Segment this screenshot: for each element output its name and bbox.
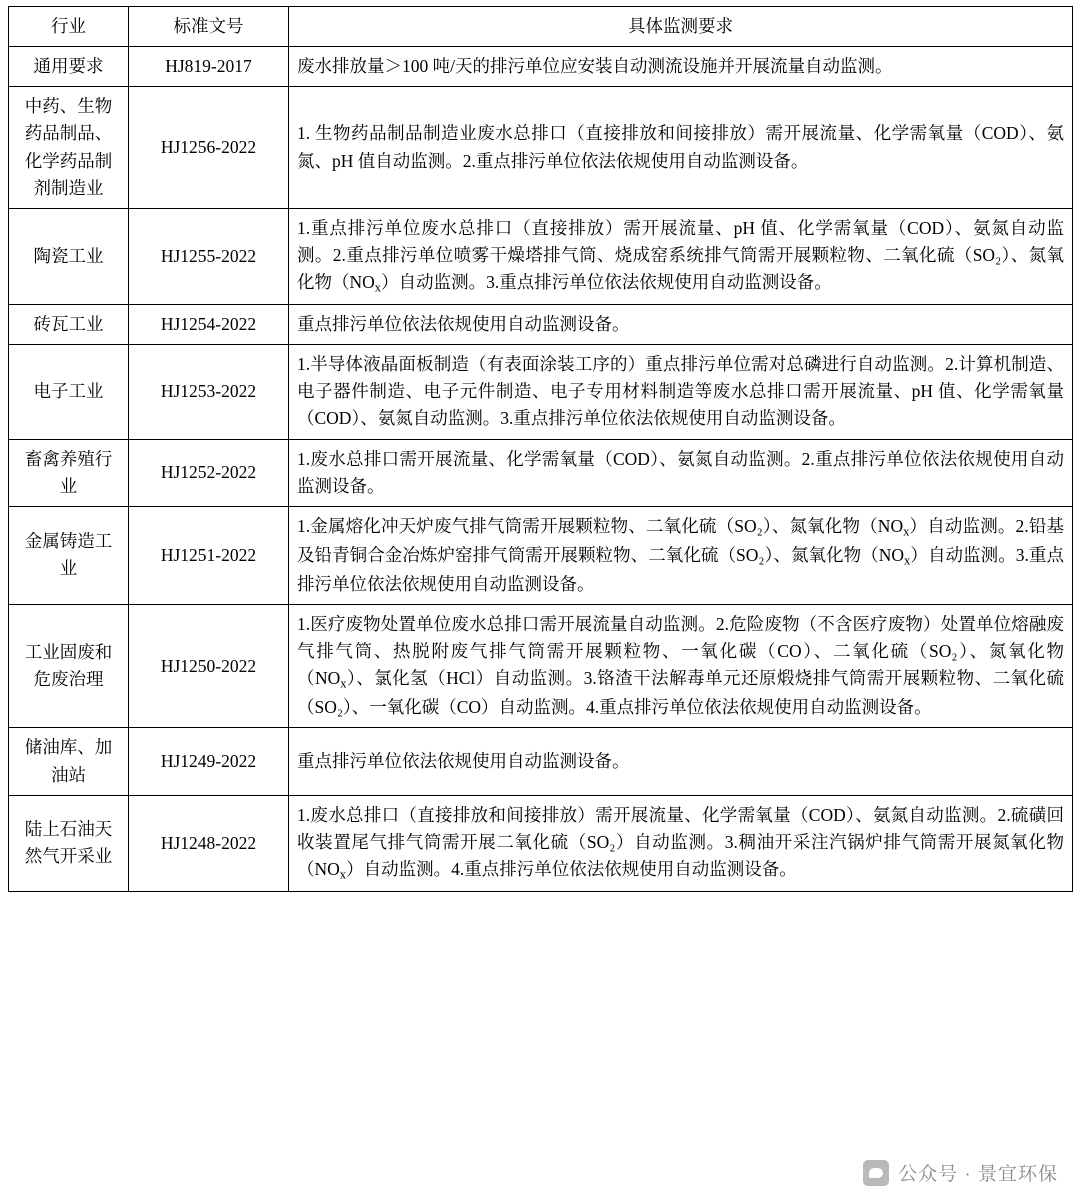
column-header-industry: 行业 bbox=[9, 7, 129, 47]
cell-standard: HJ819-2017 bbox=[129, 47, 289, 87]
cell-industry: 工业固废和危废治理 bbox=[9, 604, 129, 727]
table-header bbox=[9, 7, 1073, 47]
cell-industry: 畜禽养殖行业 bbox=[9, 439, 129, 506]
cell-requirement: 1.重点排污单位废水总排口（直接排放）需开展流量、pH 值、化学需氧量（COD）、氨氮自动监测。2.重点排污单位喷雾干燥塔排气筒、烧成窑系统排气筒需开展颗粒物、二氧化硫（SO₂）、氮氧化物$(NO_x)$自动监测。3.重点排污单位依法依规使用自动监测设备。 bbox=[289, 208, 1073, 304]
cell-requirement: 重点排污单位依法依规使用自动监测设备。 bbox=[289, 728, 1073, 795]
cell-industry: 陆上石油天然气开采业 bbox=[9, 795, 129, 891]
cell-industry: 中药、生物药品制品、化学药品制剂制造业 bbox=[9, 87, 129, 209]
cell-standard: HJ1251-2022 bbox=[129, 506, 289, 604]
watermark bbox=[863, 1159, 1058, 1186]
cell-requirement: 1.医疗废物处置单位废水总排口需开展流量自动监测。2.危险废物（不含医疗废物）处置单位熔融废气排气筒、热脱附废气排气筒需开展颗粒物、一氧化碳（CO）、二氧化硫（SO₂）、氮氧化物$(NO_x)$、氯化氢（HCl）自动监测。3.铬渣干法解毒单元还原煅烧排气筒需开展颗粒物、二氧化硫（SO₂）、一氧化碳（CO）自动监测。4.重点排污单位依法依规使用自动监测设备。 bbox=[289, 604, 1073, 727]
cell-requirement: 1.废水总排口需开展流量、化学需氧量（COD）、氨氮自动监测。2.重点排污单位依法依规使用自动监测设备。 bbox=[289, 439, 1073, 506]
cell-standard: HJ1249-2022 bbox=[129, 728, 289, 795]
cell-standard: HJ1252-2022 bbox=[129, 439, 289, 506]
wechat-logo-icon bbox=[863, 1160, 889, 1186]
cell-industry: 金属铸造工业 bbox=[9, 506, 129, 604]
cell-standard: HJ1254-2022 bbox=[129, 305, 289, 345]
table-row bbox=[9, 795, 1073, 891]
table-row bbox=[9, 345, 1073, 439]
table-header-row bbox=[9, 7, 1073, 47]
cell-requirement: 重点排污单位依法依规使用自动监测设备。 bbox=[289, 305, 1073, 345]
watermark-text: 公众号 · 景宜环保 bbox=[898, 1164, 1058, 1185]
cell-standard: HJ1253-2022 bbox=[129, 345, 289, 439]
table-row bbox=[9, 604, 1073, 727]
cell-requirement: 1.金属熔化冲天炉废气排气筒需开展颗粒物、二氧化硫（SO₂）、氮氧化物$(NO_x)$自动监测。2.铅基及铅青铜合金冶炼炉窑排气筒需开展颗粒物、二氧化硫（SO₂）、氮氧化物$(NO_x)$自动监测。3.重点排污单位依法依规使用自动监测设备。 bbox=[289, 506, 1073, 604]
cell-industry: 陶瓷工业 bbox=[9, 208, 129, 304]
table-row bbox=[9, 208, 1073, 304]
cell-standard: HJ1250-2022 bbox=[129, 604, 289, 727]
cell-standard: HJ1248-2022 bbox=[129, 795, 289, 891]
table-row bbox=[9, 728, 1073, 795]
cell-requirement: 1.废水总排口（直接排放和间接排放）需开展流量、化学需氧量（COD）、氨氮自动监测。2.硫磺回收装置尾气排气筒需开展二氧化硫（SO₂）自动监测。3.稠油开采注汽锅炉排气筒需开展氮氧化物$(NO_x)$自动监测。4.重点排污单位依法依规使用自动监测设备。 bbox=[289, 795, 1073, 891]
cell-requirement: 废水排放量＞100 吨/天的排污单位应安装自动测流设施并开展流量自动监测。 bbox=[289, 47, 1073, 87]
column-header-requirement: 具体监测要求 bbox=[289, 7, 1073, 47]
column-header-standard: 标准文号 bbox=[129, 7, 289, 47]
table-body bbox=[9, 47, 1073, 892]
monitoring-requirements-table bbox=[8, 6, 1073, 892]
cell-industry: 通用要求 bbox=[9, 47, 129, 87]
cell-requirement: 1.半导体液晶面板制造（有表面涂装工序的）重点排污单位需对总磷进行自动监测。2.计算机制造、电子器件制造、电子元件制造、电子专用材料制造等废水总排口需开展流量、pH 值、化学需氧量（COD）、氨氮自动监测。3.重点排污单位依法依规使用自动监测设备。 bbox=[289, 345, 1073, 439]
cell-standard: HJ1256-2022 bbox=[129, 87, 289, 209]
cell-standard: HJ1255-2022 bbox=[129, 208, 289, 304]
cell-industry: 储油库、加油站 bbox=[9, 728, 129, 795]
table-row bbox=[9, 87, 1073, 209]
table-row bbox=[9, 47, 1073, 87]
cell-industry: 电子工业 bbox=[9, 345, 129, 439]
table-row bbox=[9, 305, 1073, 345]
table-row bbox=[9, 439, 1073, 506]
cell-requirement: 1. 生物药品制品制造业废水总排口（直接排放和间接排放）需开展流量、化学需氧量（COD）、氨氮、pH 值自动监测。2.重点排污单位依法依规使用自动监测设备。 bbox=[289, 87, 1073, 209]
cell-industry: 砖瓦工业 bbox=[9, 305, 129, 345]
table-row bbox=[9, 506, 1073, 604]
